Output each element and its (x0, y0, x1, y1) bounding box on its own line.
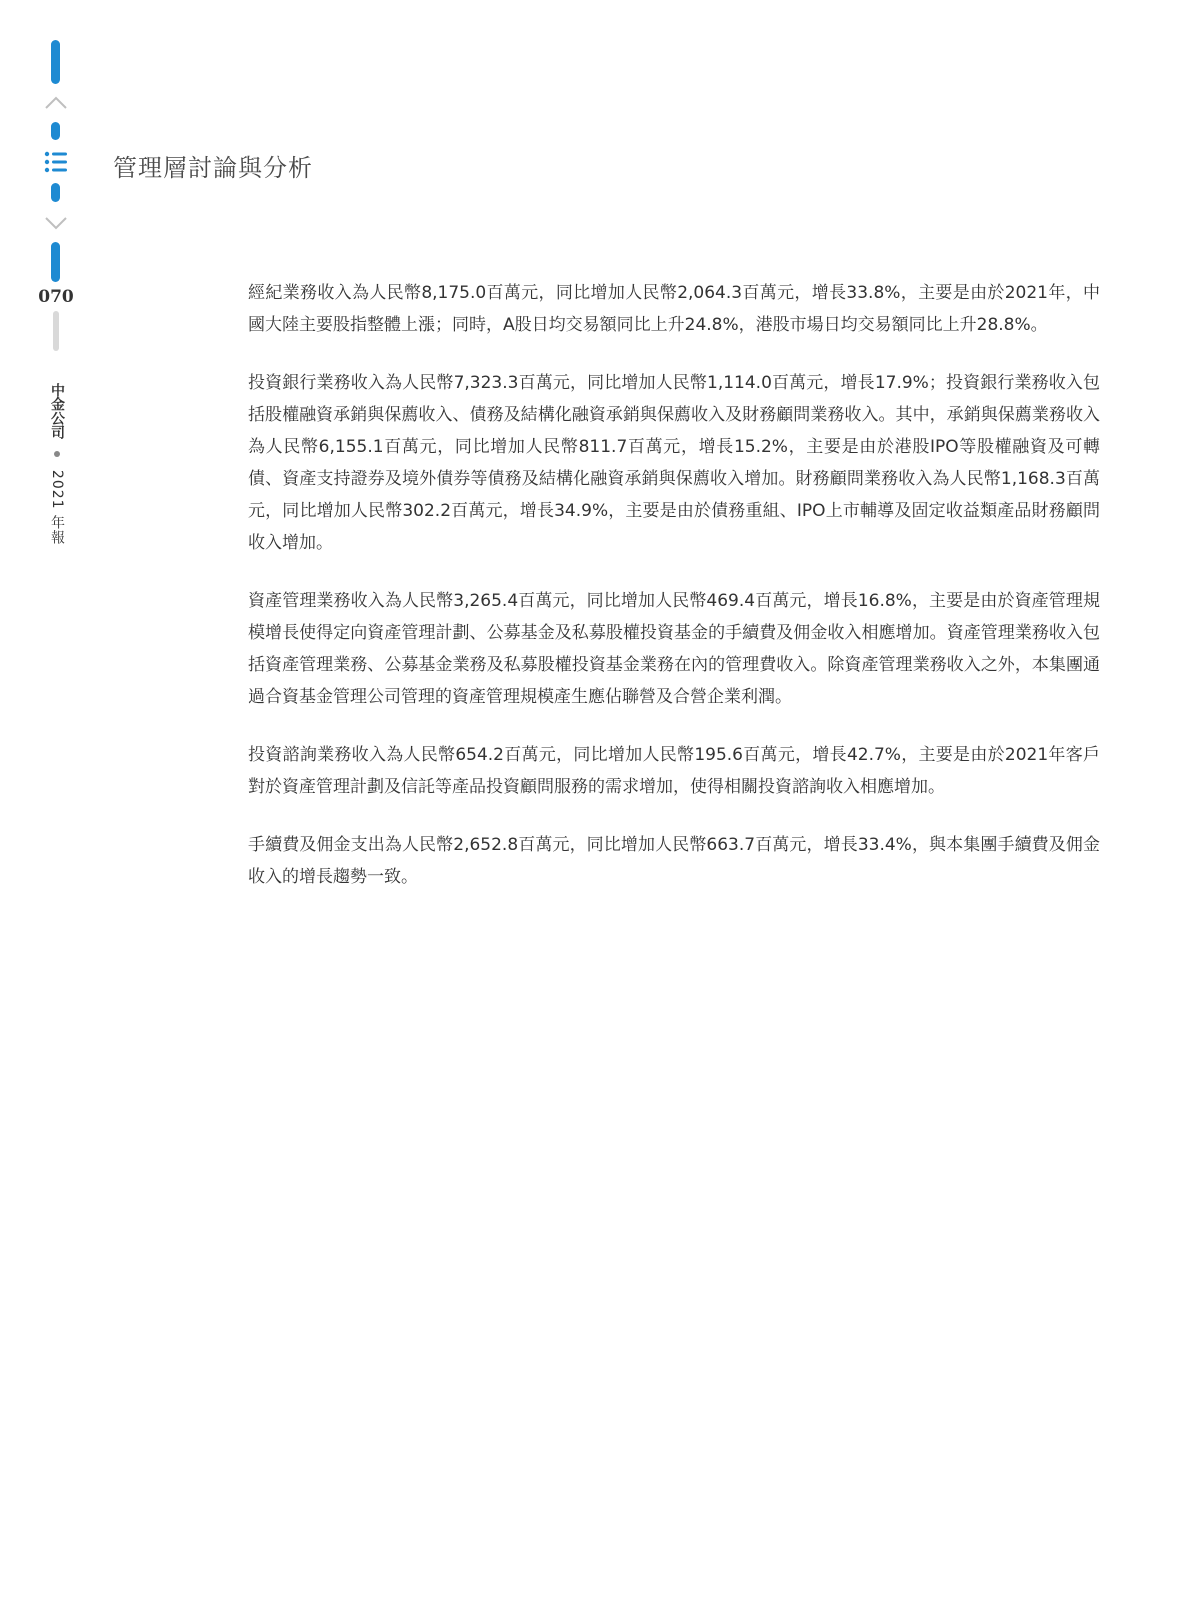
report-year: 2021 年報 (49, 469, 65, 545)
page-title: 管理層討論與分析 (113, 154, 313, 182)
sidebar-bar-lower (51, 242, 60, 282)
sidebar-bar-top (51, 40, 60, 84)
paragraph-fee-expense: 手續費及佣金支出為人民幣2,652.8百萬元，同比增加人民幣663.7百萬元，增長33.4%，與本集團手續費及佣金收入的增長趨勢一致。 (248, 835, 1100, 887)
body-content (248, 277, 1100, 919)
paragraph-investment-advisory: 投資諮詢業務收入為人民幣654.2百萬元，同比增加人民幣195.6百萬元，增長42.7%，主要是由於2021年客戶對於資產管理計劃及信託等產品投資顧問服務的需求增加，使得相關投資諮詢收入相應增加。 (248, 745, 1100, 797)
menu-list-icon[interactable] (44, 151, 68, 173)
separator-dot (54, 451, 60, 457)
company-name: 中金公司 (49, 383, 65, 439)
paragraph-asset-management: 資產管理業務收入為人民幣3,265.4百萬元，同比增加人民幣469.4百萬元，增長16.8%，主要是由於資產管理規模增長使得定向資產管理計劃、公募基金及私募股權投資基金的手續費及佣金收入相應增加。資產管理業務收入包括資產管理業務、公募基金業務及私募股權投資基金業務在內的管理費收入。除資產管理業務收入之外，本集團通過合資基金管理公司管理的資產管理規模產生應佔聯營及合營企業利潤。 (248, 591, 1100, 707)
report-label (47, 383, 67, 545)
paragraph-investment-banking: 投資銀行業務收入為人民幣7,323.3百萬元，同比增加人民幣1,114.0百萬元，增長17.9%；投資銀行業務收入包括股權融資承銷與保薦收入、債務及結構化融資承銷與保薦收入及財務顧問業務收入。其中，承銷與保薦業務收入為人民幣6,155.1百萬元，同比增加人民幣811.7百萬元，增長15.2%，主要是由於港股IPO等股權融資及可轉債、資產支持證券及境外債券等債務及結構化融資承銷與保薦收入增加。財務顧問業務收入為人民幣1,168.3百萬元，同比增加人民幣302.2百萬元，增長34.9%，主要是由於債務重組、IPO上市輔導及固定收益類產品財務顧問收入增加。 (248, 373, 1100, 553)
sidebar-bar-mid-2 (51, 183, 60, 202)
sidebar-bar-mid-1 (51, 122, 60, 140)
sidebar-bar-gray (53, 311, 59, 351)
paragraph-brokerage: 經紀業務收入為人民幣8,175.0百萬元，同比增加人民幣2,064.3百萬元，增長33.8%，主要是由於2021年，中國大陸主要股指整體上漲；同時，A股日均交易額同比上升24.8%，港股市場日均交易額同比上升28.8%。 (248, 283, 1100, 335)
chevron-down-icon[interactable] (44, 216, 68, 230)
page-number: 070 (38, 287, 74, 307)
chevron-up-icon[interactable] (44, 96, 68, 110)
